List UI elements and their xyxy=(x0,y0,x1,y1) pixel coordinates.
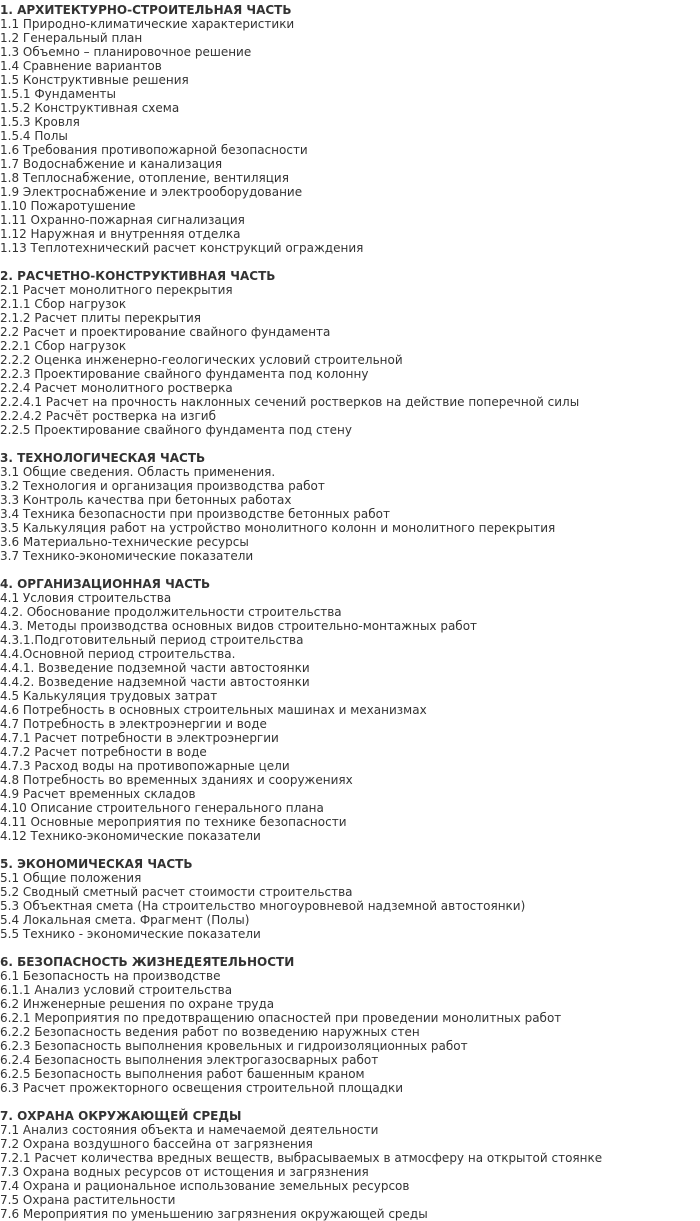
toc-item: 4.3.1.Подготовительный период строительства xyxy=(0,633,304,647)
toc-item: 7.3 Охрана водных ресурсов от истощения и загрязнения xyxy=(0,1165,369,1179)
toc-item: 3.6 Материально-технические ресурсы xyxy=(0,535,249,549)
toc-item: 5.4 Локальная смета. Фрагмент (Полы) xyxy=(0,913,250,927)
toc-section xyxy=(0,577,700,843)
toc-item: 6.3 Расчет прожекторного освещения строительной площадки xyxy=(0,1081,404,1095)
toc-item: 7.1 Анализ состояния объекта и намечаемой деятельности xyxy=(0,1123,379,1137)
toc-item: 4.7.3 Расход воды на противопожарные цели xyxy=(0,759,290,773)
toc-item: 1.5.4 Полы xyxy=(0,129,68,143)
toc-item: 4.5 Калькуляция трудовых затрат xyxy=(0,689,218,703)
toc-item: 2.1.1 Сбор нагрузок xyxy=(0,297,127,311)
toc-item: 6.2.4 Безопасность выполнения электрогазосварных работ xyxy=(0,1053,379,1067)
toc-item: 5.3 Объектная смета (На строительство многоуровневой надземной автостоянки) xyxy=(0,899,526,913)
toc-section xyxy=(0,3,700,255)
toc-item: 1.1 Природно-климатические характеристики xyxy=(0,17,295,31)
toc-item: 1.10 Пожаротушение xyxy=(0,199,136,213)
toc-item: 7.2 Охрана воздушного бассейна от загрязнения xyxy=(0,1137,313,1151)
toc-item: 3.7 Технико-экономические показатели xyxy=(0,549,254,563)
toc-section xyxy=(0,857,700,941)
toc-item: 6.1.1 Анализ условий строительства xyxy=(0,983,233,997)
toc-item: 4.8 Потребность во временных зданиях и сооружениях xyxy=(0,773,353,787)
section-heading: 7. ОХРАНА ОКРУЖАЮЩЕЙ СРЕДЫ xyxy=(0,1109,242,1123)
toc-item: 7.5 Охрана растительности xyxy=(0,1193,176,1207)
toc-item: 5.5 Технико - экономические показатели xyxy=(0,927,261,941)
toc-section xyxy=(0,955,700,1095)
toc-item: 1.11 Охранно-пожарная сигнализация xyxy=(0,213,245,227)
toc-item: 2.2.4.2 Расчёт ростверка на изгиб xyxy=(0,409,216,423)
toc-item: 2.2.4.1 Расчет на прочность наклонных сечений ростверков на действие поперечной силы xyxy=(0,395,580,409)
toc-item: 6.1 Безопасность на производстве xyxy=(0,969,221,983)
toc-item: 6.2 Инженерные решения по охране труда xyxy=(0,997,275,1011)
toc-item: 7.6 Мероприятия по уменьшению загрязнения окружающей среды xyxy=(0,1207,428,1221)
toc-item: 2.2.2 Оценка инженерно-геологических условий строительной xyxy=(0,353,403,367)
toc-item: 1.3 Объемно – планировочное решение xyxy=(0,45,252,59)
toc-item: 1.12 Наружная и внутренняя отделка xyxy=(0,227,241,241)
toc-item: 7.4 Охрана и рациональное использование земельных ресурсов xyxy=(0,1179,410,1193)
section-heading: 5. ЭКОНОМИЧЕСКАЯ ЧАСТЬ xyxy=(0,857,193,871)
toc-item: 4.3. Методы производства основных видов строительно-монтажных работ xyxy=(0,619,478,633)
toc-section xyxy=(0,1109,700,1221)
toc-item: 6.2.2 Безопасность ведения работ по возведению наружных стен xyxy=(0,1025,420,1039)
toc-item: 4.11 Основные мероприятия по технике безопасности xyxy=(0,815,347,829)
toc-item: 6.2.5 Безопасность выполнения работ башенным краном xyxy=(0,1067,365,1081)
toc-item: 2.2.1 Сбор нагрузок xyxy=(0,339,127,353)
toc-item: 2.2.5 Проектирование свайного фундамента под стену xyxy=(0,423,352,437)
toc-item: 2.2.4 Расчет монолитного ростверка xyxy=(0,381,233,395)
toc-section xyxy=(0,269,700,437)
toc-item: 6.2.1 Мероприятия по предотвращению опасностей при проведении монолитных работ xyxy=(0,1011,562,1025)
section-heading: 6. БЕЗОПАСНОСТЬ ЖИЗНЕДЕЯТЕЛЬНОСТИ xyxy=(0,955,295,969)
toc-item: 4.9 Расчет временных складов xyxy=(0,787,196,801)
toc-item: 7.2.1 Расчет количества вредных веществ, выбрасываемых в атмосферу на открытой стоянке xyxy=(0,1151,603,1165)
toc-item: 4.7.1 Расчет потребности в электроэнергии xyxy=(0,731,279,745)
section-heading: 4. ОРГАНИЗАЦИОННАЯ ЧАСТЬ xyxy=(0,577,211,591)
toc-item: 3.3 Контроль качества при бетонных работах xyxy=(0,493,292,507)
toc-item: 4.4.2. Возведение надземной части автостоянки xyxy=(0,675,310,689)
toc-item: 4.2. Обоснование продолжительности строительства xyxy=(0,605,342,619)
toc-item: 1.8 Теплоснабжение, отопление, вентиляция xyxy=(0,171,289,185)
toc-item: 3.1 Общие сведения. Область применения. xyxy=(0,465,276,479)
toc-section xyxy=(0,451,700,563)
toc-item: 5.2 Сводный сметный расчет стоимости строительства xyxy=(0,885,353,899)
toc-item: 1.5.3 Кровля xyxy=(0,115,80,129)
toc-item: 1.7 Водоснабжение и канализация xyxy=(0,157,223,171)
toc-item: 3.5 Калькуляция работ на устройство монолитного колонн и монолитного перекрытия xyxy=(0,521,556,535)
toc-item: 4.7 Потребность в электроэнергии и воде xyxy=(0,717,267,731)
section-heading: 1. АРХИТЕКТУРНО-СТРОИТЕЛЬНАЯ ЧАСТЬ xyxy=(0,3,292,17)
toc-item: 3.4 Техника безопасности при производстве бетонных работ xyxy=(0,507,390,521)
toc-item: 4.1 Условия строительства xyxy=(0,591,172,605)
toc-item: 2.1 Расчет монолитного перекрытия xyxy=(0,283,233,297)
toc-item: 1.6 Требования противопожарной безопасности xyxy=(0,143,308,157)
toc-item: 6.2.3 Безопасность выполнения кровельных и гидроизоляционных работ xyxy=(0,1039,468,1053)
toc-item: 4.7.2 Расчет потребности в воде xyxy=(0,745,207,759)
section-heading: 2. РАСЧЕТНО-КОНСТРУКТИВНАЯ ЧАСТЬ xyxy=(0,269,276,283)
toc-item: 4.10 Описание строительного генерального плана xyxy=(0,801,324,815)
toc-item: 2.2.3 Проектирование свайного фундамента под колонну xyxy=(0,367,369,381)
toc-item: 1.5.1 Фундаменты xyxy=(0,87,117,101)
toc-item: 1.4 Сравнение вариантов xyxy=(0,59,162,73)
toc-item: 4.6 Потребность в основных строительных машинах и механизмах xyxy=(0,703,427,717)
toc-item: 3.2 Технология и организация производства работ xyxy=(0,479,325,493)
toc-item: 4.12 Технико-экономические показатели xyxy=(0,829,261,843)
toc-item: 1.2 Генеральный план xyxy=(0,31,143,45)
toc-item: 4.4.1. Возведение подземной части автостоянки xyxy=(0,661,310,675)
toc-item: 2.2 Расчет и проектирование свайного фундамента xyxy=(0,325,331,339)
toc-item: 4.4.Основной период строительства. xyxy=(0,647,236,661)
toc-item: 1.9 Электроснабжение и электрооборудование xyxy=(0,185,303,199)
toc-item: 1.13 Теплотехнический расчет конструкций ограждения xyxy=(0,241,364,255)
toc-item: 1.5 Конструктивные решения xyxy=(0,73,189,87)
toc-item: 1.5.2 Конструктивная схема xyxy=(0,101,180,115)
section-heading: 3. ТЕХНОЛОГИЧЕСКАЯ ЧАСТЬ xyxy=(0,451,206,465)
toc-item: 5.1 Общие положения xyxy=(0,871,142,885)
toc-item: 2.1.2 Расчет плиты перекрытия xyxy=(0,311,201,325)
